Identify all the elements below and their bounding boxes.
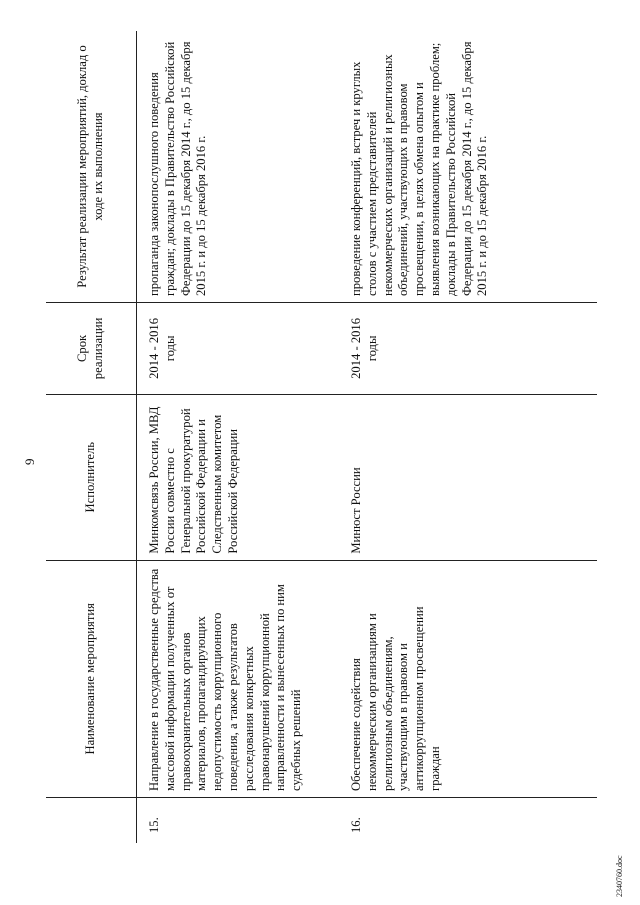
row-number <box>339 797 597 843</box>
table-row <box>137 31 340 843</box>
document-code: 2340760.doc <box>615 855 624 897</box>
measures-table <box>46 31 597 843</box>
page-number: 9 <box>22 458 37 465</box>
header-term: Срок реализации <box>46 303 137 395</box>
row-executor: Минюст России <box>339 394 597 560</box>
row-number <box>137 797 340 843</box>
row-name: Направление в государственные средства массовой информации полученных от правоохранительных органов материалов, пропагандирующих недопустимость коррупционного поведения, а также результатов расследования конкретных правонарушений коррупционной направленности и вынесенных по ним судебных решений <box>137 560 340 797</box>
row-result: пропаганда законопослушного поведения граждан; доклады в Правительство Российской Федерации до 15 декабря 2014 г., до 15 декабря 2015 г. и до 15 декабря 2016 г. <box>137 31 340 303</box>
header-number <box>46 797 137 843</box>
row-number-text: 16. <box>349 817 363 833</box>
header-result: Результат реализации мероприятий, доклад о ходе их выполнения <box>46 31 137 303</box>
table-header-row <box>46 31 137 843</box>
row-term: 2014 - 2016 годы <box>137 303 340 395</box>
row-name: Обеспечение содействия некоммерческим организациям и религиозным объединениям, участвующим в правовом и антикоррупционном просвещении граждан <box>339 560 597 797</box>
header-executor: Исполнитель <box>46 394 137 560</box>
table-row <box>339 31 597 843</box>
row-number-text: 15. <box>147 817 161 833</box>
row-result: проведение конференций, встреч и круглых столов с участием представителей некоммерческих организаций и религиозных объединений, участвующих в правовом просвещении, в целях обмена опытом и выявления возникающих на практике проблем; доклады в Правительство Российской Федерации до 15 декабря 2014 г., до 15 декабря 2015 г. и до 15 декабря 2016 г. <box>339 31 597 303</box>
row-term: 2014 - 2016 годы <box>339 303 597 395</box>
row-executor: Минкомсвязь России, МВД России совместно с Генеральной прокуратурой Российской Федерации и Следственным комитетом Российской Федерации <box>137 394 340 560</box>
header-name: Наименование мероприятия <box>46 560 137 797</box>
